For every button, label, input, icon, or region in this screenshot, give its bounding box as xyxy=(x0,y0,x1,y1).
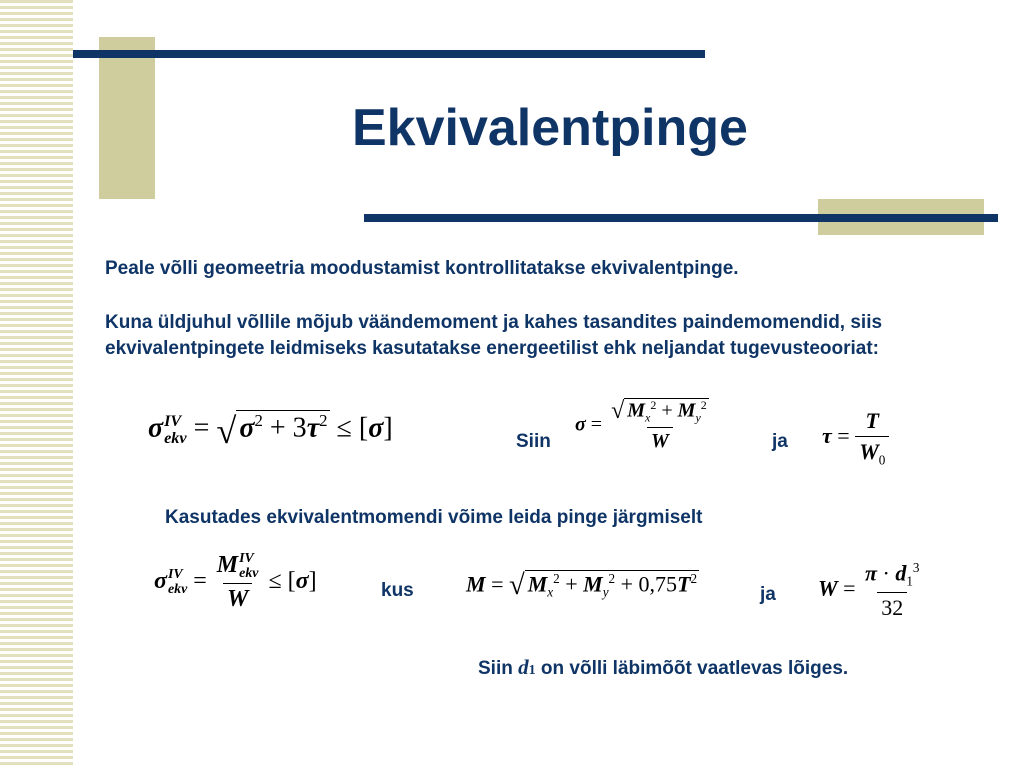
footnote-diameter xyxy=(478,655,848,680)
footnote-before: Siin xyxy=(478,658,513,679)
paragraph-equivalent-moment: Kasutades ekvivalentmomendi võime leida pinge järgmiselt xyxy=(165,507,703,528)
moment-stress-formula: σ IV ekv = M IV ekv W ≤ [σ] xyxy=(154,551,317,613)
paragraph-theory: Kuna üldjuhul võllile mõjub väändemoment ja kahes tasandites paindemomendid, siis ekvivalentpingete leidmiseks kasutatakse energeetilist ehk neljandat tugevusteooriat: xyxy=(105,312,883,359)
footnote-symbol: d xyxy=(518,655,529,679)
bending-stress-formula: σ = $\frac{√ M_x^2 + M_y^2}{W}$ xyxy=(575,398,707,453)
label-kus: kus xyxy=(381,580,414,601)
label-ja-1: ja xyxy=(772,431,788,452)
equivalent-moment-formula: M = √ $M_x^2 + M_y^2 + 0,75T^2$ xyxy=(466,570,698,601)
label-ja-2: ja xyxy=(760,584,776,605)
decorative-stripes xyxy=(0,0,73,768)
paragraph-intro: Peale võlli geomeetria moodustamist kontrollitatakse ekvivalentpinge. xyxy=(105,258,739,279)
decorative-bar-bottom xyxy=(364,214,998,222)
label-siin: Siin xyxy=(516,431,551,452)
footnote-subscript: 1 xyxy=(528,663,536,678)
slide-title: Ekvivalentpinge xyxy=(352,99,748,157)
footnote-after: on võlli läbimõõt vaatlevas lõiges. xyxy=(540,658,849,679)
section-modulus-formula: W = $\frac{\pi \cdot d_1^3}{32}$ xyxy=(818,560,920,620)
decorative-bar-top xyxy=(73,50,705,58)
equivalent-stress-formula: σ IV ekv = √ $\sigma^2 + 3\tau^2 \le [\sigma]$ xyxy=(148,411,393,451)
shear-stress-formula: τ = $\frac{T}{W_0}$ xyxy=(822,408,889,468)
decorative-square-top xyxy=(99,37,155,199)
